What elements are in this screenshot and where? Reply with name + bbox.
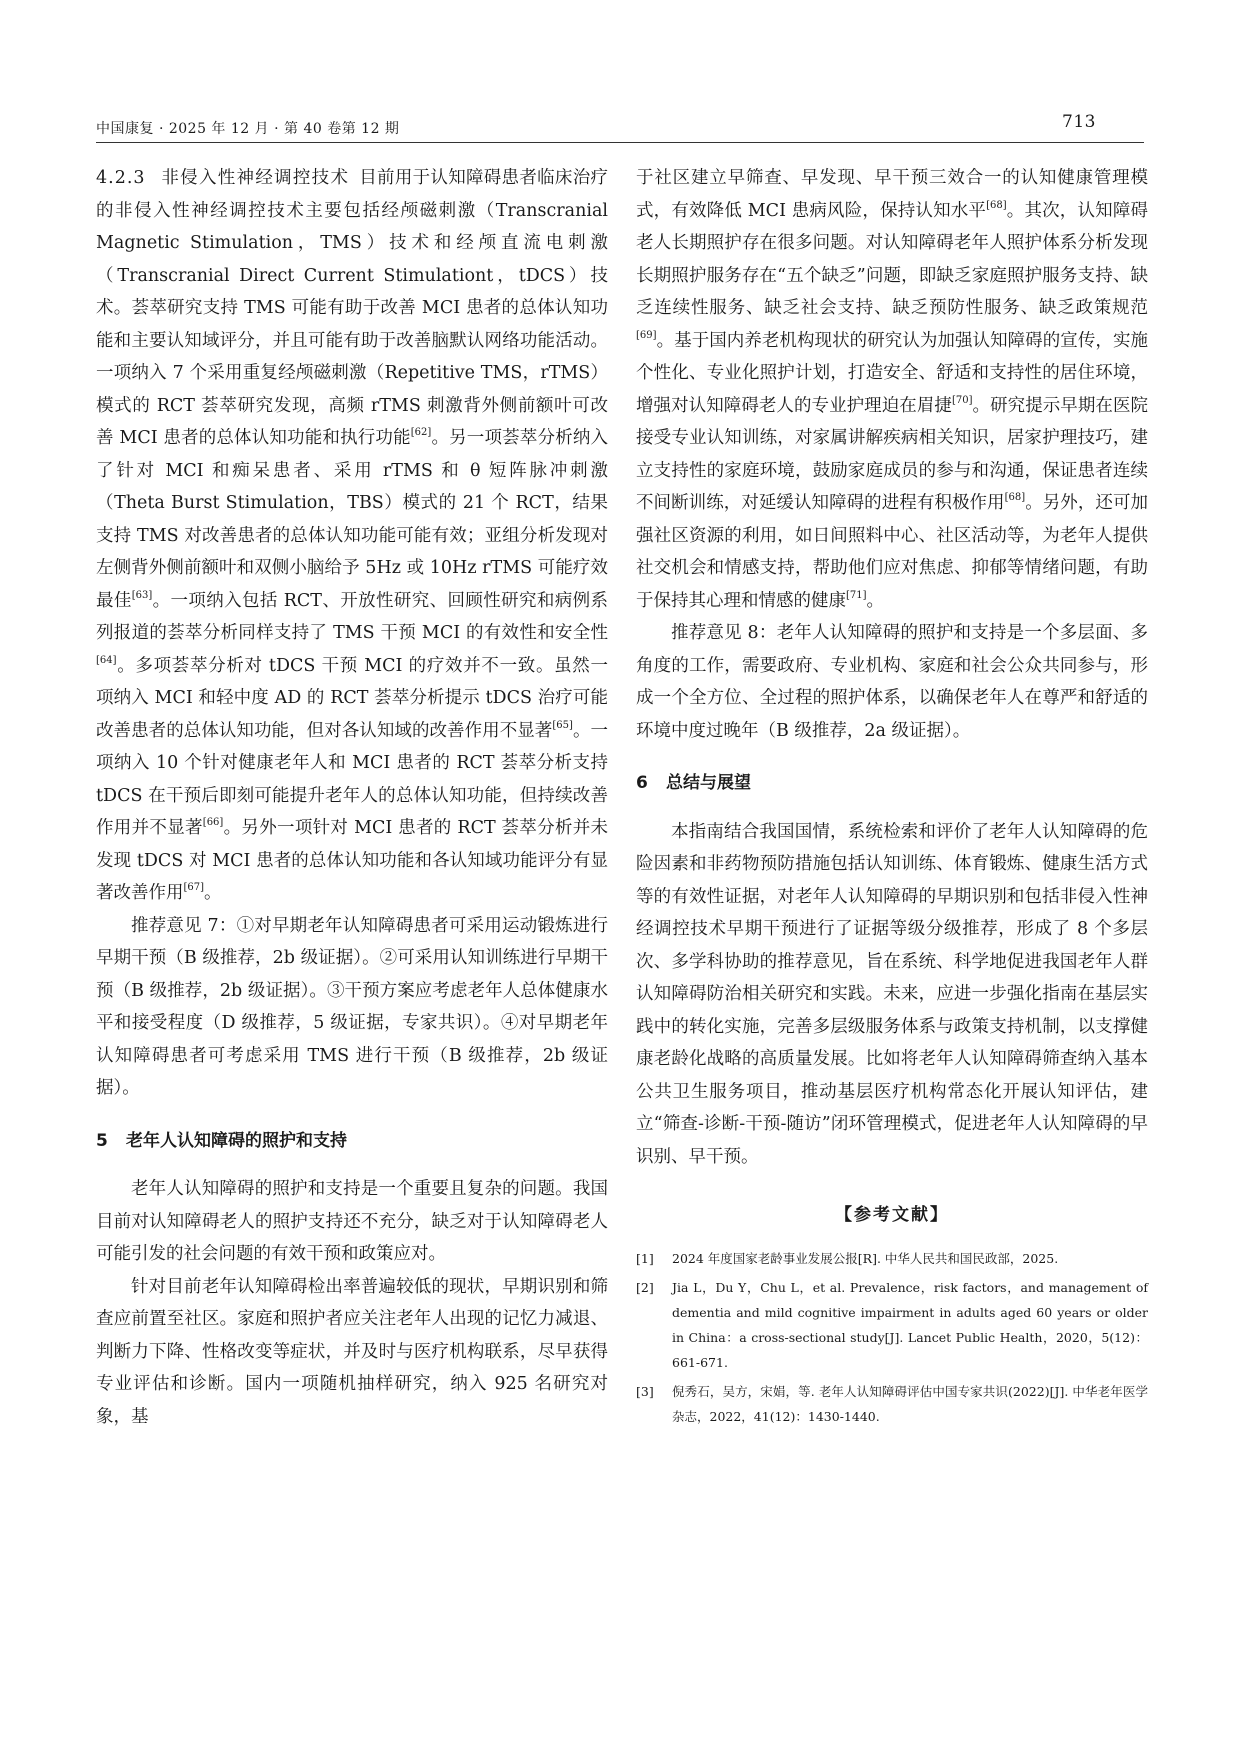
recommendation-7: 推荐意见 7：①对早期老年认知障碍患者可采用运动锻炼进行早期干预（B 级推荐，2b 级证据）。②可采用认知训练进行早期干预（B 级推荐，2b 级证据）。③干预方案应考虑老年人总体健康水平和接受程度（D 级推荐，5 级证据，专家共识）。④对早期老年认知障碍患者可考虑采用 TMS 进行干预（B 级推荐，2b 级证据）。	[96, 915, 608, 1098]
paragraph-text: 目前用于认知障碍患者临床治疗的非侵入性神经调控技术主要包括经颅磁刺激（Transcranial Magnetic Stimulation，TMS）技术和经颅直流电刺激（Transcranial Direct Current Stimulationt，tDCS）技术。荟萃研究支持 TMS 可能有助于改善 MCI 患者的总体认知功能和主要认知域评分，并且可能有助于改善脑默认网络功能活动。一项纳入 7 个采用重复经颅磁刺激（Repetitive TMS，rTMS）模式的 RCT 荟萃研究发现，高频 rTMS 刺激背外侧前额叶可改善 MCI 患者的总体认知功能和执行功能	[96, 168, 608, 448]
paragraph-text: 。基于国内养老机构现状的研究认为加强认知障碍的宣传，实施个性化、专业化照护计划，打造安全、舒适和支持性的居住环境，增强对认知障碍老人的专业护理迫在眉捷	[636, 330, 1148, 416]
subsection-number: 4.2.3	[96, 168, 146, 188]
paragraph-continued	[636, 162, 1148, 617]
left-column	[96, 162, 608, 1433]
paragraph-text: 。	[204, 883, 222, 903]
right-column	[636, 162, 1148, 1433]
reference-index: [2]	[636, 1279, 654, 1295]
reference-item	[636, 1275, 1148, 1375]
reference-text: Jia L，Du Y，Chu L，et al. Prevalence，risk factors，and management of dementia and mild cognitive impairment in adults aged 60 years or older in China：a cross-sectional study[J]. Lancet Public Health，2020，5(12)：661-671.	[672, 1279, 1148, 1370]
paragraph-text: 。一项纳入包括 RCT、开放性研究、回顾性研究和病例系列报道的荟萃分析同样支持了 TMS 干预 MCI 的有效性和安全性	[96, 590, 609, 643]
paragraph-text: 。另外一项针对 MCI 患者的 RCT 荟萃分析并未发现 tDCS 对 MCI 患者的总体认知功能和各认知域功能评分有显著改善作用	[96, 818, 608, 903]
reference-item	[636, 1246, 1148, 1271]
paragraph-text: 于社区建立早筛查、早发现、早干预三效合一的认知健康管理模式，有效降低 MCI 患病风险，保持认知水平	[636, 168, 1148, 221]
reference-item	[636, 1379, 1148, 1429]
paragraph-text: 。另外，还可加强社区资源的利用，如日间照料中心、社区活动等，为老年人提供社交机会和情感支持，帮助他们应对焦虑、抑郁等情绪问题，有助于保持其心理和情感的健康	[636, 493, 1149, 611]
section-number: 5	[96, 1130, 108, 1151]
reference-index: [1]	[636, 1250, 654, 1266]
paragraph: 本指南结合我国国情，系统检索和评价了老年人认知障碍的危险因素和非药物预防措施包括认知训练、体育锻炼、健康生活方式等的有效性证据，对老年人认知障碍的早期识别和包括非侵入性神经调控技术早期干预进行了证据等级分级推荐，形成了 8 个多层次、多学科协助的推荐意见，旨在系统、科学地促进我国老年人群认知障碍防治相关研究和实践。未来，应进一步强化指南在基层实践中的转化实施，完善多层级服务体系与政策支持机制，以支撑健康老龄化战略的高质量发展。比如将老年人认知障碍筛查纳入基本公共卫生服务项目，推动基层医疗机构常态化开展认知评估，建立“筛查-诊断-干预-随访”闭环管理模式，促进老年人认知障碍的早识别、早干预。	[636, 821, 1148, 1167]
running-header	[96, 112, 1144, 143]
reference-list	[636, 1246, 1148, 1429]
paragraph-text: 。	[866, 590, 885, 611]
paragraph-text: 。一项纳入 10 个针对健康老年人和 MCI 患者的 RCT 荟萃分析支持 tDCS 在干预后即刻可能提升老年人的总体认知功能，但持续改善作用并不显著	[96, 720, 609, 838]
citation[interactable]: [64]	[96, 654, 117, 666]
subsection-4-2-3	[96, 162, 608, 910]
citation[interactable]: [71]	[846, 589, 867, 601]
citation[interactable]: [69]	[636, 329, 657, 341]
references-heading: 【参考文献】	[835, 1205, 949, 1225]
paragraph-text: 。另一项荟萃分析纳入了针对 MCI 和痴呆患者、采用 rTMS 和 θ 短阵脉冲刺激（Theta Burst Stimulation，TBS）模式的 21 个 RCT，结果支持 TMS 对改善患者的总体认知功能可能有效；亚组分析发现对左侧背外侧前额叶和双侧小脑给予 5Hz 或 10Hz rTMS 可能疗效最佳	[96, 428, 608, 611]
section-title: 老年人认知障碍的照护和支持	[126, 1130, 347, 1151]
journal-info: 中国康复 · 2025 年 12 月 · 第 40 卷第 12 期	[96, 121, 400, 137]
paragraph-text: 。研究提示早期在医院接受专业认知训练，对家属讲解疾病相关知识，居家护理技巧，建立支持性的家庭环境，鼓励家庭成员的参与和沟通，保证患者连续不间断训练，对延缓认知障碍的进程有积极作用	[636, 395, 1149, 513]
paragraph-text: 。其次，认知障碍老人长期照护存在很多问题。对认知障碍老年人照护体系分析发现长期照护服务存在“五个缺乏”问题，即缺乏家庭照护服务支持、缺乏连续性服务、缺乏社会支持、缺乏预防性服务、缺乏政策规范	[636, 200, 1148, 318]
section-5-heading	[96, 1125, 608, 1158]
citation[interactable]: [70]	[951, 394, 973, 406]
section-6-heading	[636, 767, 1148, 800]
paragraph: 针对目前老年认知障碍检出率普遍较低的现状，早期识别和筛查应前置至社区。家庭和照护者应关注老年人出现的记忆力减退、判断力下降、性格改变等症状，并及时与医疗机构联系，尽早获得专业评估和诊断。国内一项随机抽样研究，纳入 925 名研究对象，基	[96, 1276, 608, 1427]
paragraph-text: 。多项荟萃分析对 tDCS 干预 MCI 的疗效并不一致。虽然一项纳入 MCI 和轻中度 AD 的 RCT 荟萃分析提示 tDCS 治疗可能改善患者的总体认知功能，但对各认知域的改善作用不显著	[96, 655, 608, 741]
reference-text: 2024 年度国家老龄事业发展公报[R]. 中华人民共和国民政部，2025.	[672, 1250, 1059, 1266]
citation[interactable]: [63]	[131, 589, 153, 601]
citation[interactable]: [68]	[1004, 492, 1026, 503]
citation[interactable]: [68]	[986, 199, 1007, 211]
recommendation-8: 推荐意见 8：老年人认知障碍的照护和支持是一个多层面、多角度的工作，需要政府、专业机构、家庭和社会公众共同参与，形成一个全方位、全过程的照护体系，以确保老年人在尊严和舒适的环境中度过晚年（B 级推荐，2a 级证据）。	[636, 623, 1148, 741]
section-title: 总结与展望	[666, 773, 751, 793]
subsection-title: 非侵入性神经调控技术	[161, 168, 350, 188]
citation[interactable]: [62]	[410, 427, 432, 438]
reference-text: 倪秀石，吴方，宋娟，等. 老年人认知障碍评估中国专家共识(2022)[J]. 中华老年医学杂志，2022，41(12)：1430-1440.	[672, 1383, 1148, 1424]
page-number: 713	[1062, 112, 1096, 132]
reference-index: [3]	[636, 1383, 654, 1399]
section-number: 6	[636, 773, 648, 793]
paragraph: 老年人认知障碍的照护和支持是一个重要且复杂的问题。我国目前对认知障碍老人的照护支持还不充分，缺乏对于认知障碍老人可能引发的社会问题的有效干预和政策应对。	[96, 1179, 608, 1264]
citation[interactable]: [66]	[202, 817, 224, 828]
citation[interactable]: [65]	[552, 719, 573, 731]
citation[interactable]: [67]	[183, 882, 205, 893]
